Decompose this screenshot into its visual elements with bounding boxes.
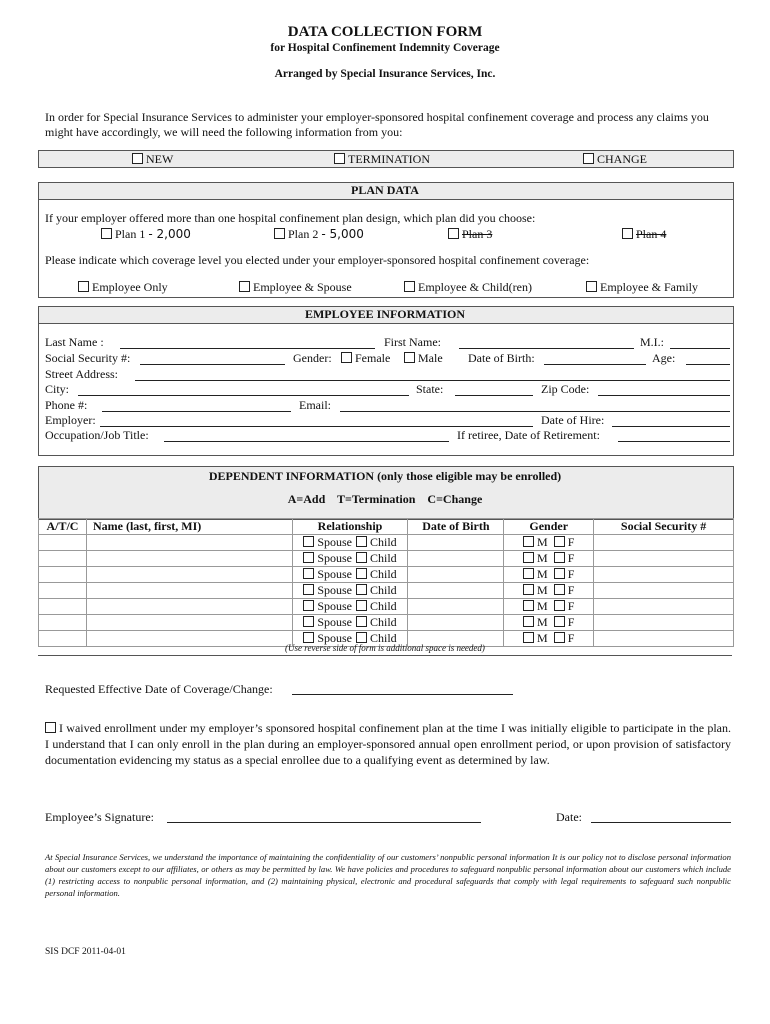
col-gender-header: Gender <box>504 519 594 535</box>
city-field[interactable] <box>78 395 409 396</box>
hire-date-label: Date of Hire: <box>541 413 605 427</box>
plan-4-checkbox[interactable] <box>622 228 633 239</box>
plan-2-option[interactable]: Plan 2 - 5,000 <box>274 227 364 242</box>
arranged-by: Arranged by Special Insurance Services, Inc. <box>274 68 496 80</box>
gender-cell <box>504 615 594 631</box>
gender-m-label: M <box>537 599 548 613</box>
action-new[interactable]: NEW <box>132 152 173 167</box>
dependent-table <box>38 518 734 647</box>
first-name-field[interactable] <box>459 348 634 349</box>
form-title: DATA COLLECTION FORM <box>287 24 483 40</box>
dob-cell[interactable] <box>408 599 504 615</box>
hire-date-field[interactable] <box>612 426 730 427</box>
name-cell[interactable] <box>86 583 292 599</box>
atc-cell[interactable] <box>39 599 87 615</box>
ssn-cell[interactable] <box>594 567 734 583</box>
form-subtitle: for Hospital Confinement Indemnity Coverage <box>270 42 500 54</box>
child-checkbox[interactable] <box>356 632 367 643</box>
gender-m-label: M <box>537 551 548 565</box>
child-label: Child <box>370 535 397 549</box>
phone-field[interactable] <box>102 411 291 412</box>
gender-f-checkbox[interactable] <box>554 584 565 595</box>
name-cell[interactable] <box>86 615 292 631</box>
dependent-codes: A=Add T=Termination C=Change <box>287 492 483 506</box>
gender-f-checkbox[interactable] <box>554 552 565 563</box>
dependent-note: (Use reverse side of form is additional space is needed) <box>285 643 485 653</box>
spouse-label: Spouse <box>317 567 352 581</box>
plan-3-checkbox[interactable] <box>448 228 459 239</box>
new-checkbox[interactable] <box>132 153 143 164</box>
state-label: State: <box>416 382 444 396</box>
plan-2-checkbox[interactable] <box>274 228 285 239</box>
last-name-field[interactable] <box>120 348 375 349</box>
retirement-field[interactable] <box>618 441 730 442</box>
dob-cell[interactable] <box>408 535 504 551</box>
ssn-cell[interactable] <box>594 583 734 599</box>
coverage-employee-family[interactable]: Employee & Family <box>586 280 698 295</box>
waiver-text: I waived enrollment under my employer’s sponsored hospital confinement plan at the time I was initially eligible to participate in the plan. I understand that I can only enroll in the plan during an employer-sponsored annual open enrollment period, or upon provision of satisfactory documentation evidencing my status as a special enrollee due to a qualifying event as determined by law. <box>45 721 731 767</box>
col-atc-header: A/T/C <box>39 519 87 535</box>
employee-only-checkbox[interactable] <box>78 281 89 292</box>
action-termination[interactable]: TERMINATION <box>334 152 430 167</box>
gender-f-label: F <box>567 615 575 629</box>
child-checkbox[interactable] <box>356 536 367 547</box>
relationship-cell <box>292 551 408 567</box>
spouse-checkbox[interactable] <box>303 632 314 643</box>
age-label: Age: <box>652 351 676 365</box>
signature-label: Employee’s Signature: <box>45 810 154 824</box>
gender-f-checkbox[interactable] <box>554 632 565 643</box>
termination-checkbox[interactable] <box>334 153 345 164</box>
gender-m-checkbox[interactable] <box>523 536 534 547</box>
dob-cell[interactable] <box>408 551 504 567</box>
change-checkbox[interactable] <box>583 153 594 164</box>
gender-male-option[interactable]: Male <box>404 351 443 366</box>
child-checkbox[interactable] <box>356 568 367 579</box>
gender-f-label: F <box>567 535 575 549</box>
plan-1-checkbox[interactable] <box>101 228 112 239</box>
col-name-header: Name (last, first, MI) <box>86 519 292 535</box>
date-field[interactable] <box>591 822 731 823</box>
gender-m-checkbox[interactable] <box>523 616 534 627</box>
zip-field[interactable] <box>598 395 730 396</box>
ssn-cell[interactable] <box>594 599 734 615</box>
street-label: Street Address: <box>45 367 118 381</box>
child-label: Child <box>370 631 397 645</box>
spouse-checkbox[interactable] <box>303 616 314 627</box>
dob-cell[interactable] <box>408 615 504 631</box>
effective-date-field[interactable] <box>292 694 513 695</box>
coverage-employee-children[interactable]: Employee & Child(ren) <box>404 280 532 295</box>
gender-f-checkbox[interactable] <box>554 616 565 627</box>
table-row <box>39 599 734 615</box>
mi-field[interactable] <box>670 348 730 349</box>
name-cell[interactable] <box>86 599 292 615</box>
mi-label: M.I.: <box>640 335 664 349</box>
plan-data-header: PLAN DATA <box>351 183 419 197</box>
ssn-cell[interactable] <box>594 615 734 631</box>
female-checkbox[interactable] <box>341 352 352 363</box>
waiver-statement <box>45 720 731 768</box>
spouse-checkbox[interactable] <box>303 568 314 579</box>
employee-children-checkbox[interactable] <box>404 281 415 292</box>
atc-cell[interactable] <box>39 535 87 551</box>
child-label: Child <box>370 567 397 581</box>
gender-m-label: M <box>537 583 548 597</box>
child-label: Child <box>370 583 397 597</box>
city-label: City: <box>45 382 70 396</box>
signature-field[interactable] <box>167 822 481 823</box>
gender-f-label: F <box>567 631 575 645</box>
table-row <box>39 551 734 567</box>
phone-label: Phone #: <box>45 398 88 412</box>
dob-cell[interactable] <box>408 583 504 599</box>
employee-spouse-checkbox[interactable] <box>239 281 250 292</box>
employee-info-header: EMPLOYEE INFORMATION <box>304 307 466 321</box>
gender-cell <box>504 551 594 567</box>
gender-m-label: M <box>537 567 548 581</box>
child-label: Child <box>370 599 397 613</box>
gender-m-checkbox[interactable] <box>523 568 534 579</box>
gender-cell <box>504 583 594 599</box>
spouse-label: Spouse <box>317 615 352 629</box>
table-row <box>39 567 734 583</box>
plan-4-option[interactable]: Plan 4 <box>622 227 666 242</box>
gender-f-label: F <box>567 551 575 565</box>
gender-f-checkbox[interactable] <box>554 536 565 547</box>
atc-cell[interactable] <box>39 615 87 631</box>
gender-m-label: M <box>537 615 548 629</box>
table-row <box>39 615 734 631</box>
street-field[interactable] <box>135 380 730 381</box>
gender-label: Gender: <box>293 351 332 365</box>
gender-f-checkbox[interactable] <box>554 600 565 611</box>
child-label: Child <box>370 551 397 565</box>
form-id: SIS DCF 2011-04-01 <box>45 947 126 957</box>
ssn-cell[interactable] <box>594 551 734 567</box>
dob-cell[interactable] <box>408 567 504 583</box>
employer-label: Employer: <box>45 413 96 427</box>
gender-f-label: F <box>567 583 575 597</box>
spouse-label: Spouse <box>317 631 352 645</box>
gender-m-checkbox[interactable] <box>523 584 534 595</box>
name-cell[interactable] <box>86 535 292 551</box>
coverage-employee-only[interactable]: Employee Only <box>78 280 168 295</box>
gender-m-checkbox[interactable] <box>523 552 534 563</box>
spouse-label: Spouse <box>317 535 352 549</box>
child-checkbox[interactable] <box>356 616 367 627</box>
last-name-label: Last Name : <box>45 335 104 349</box>
dob-field[interactable] <box>544 364 646 365</box>
gender-f-label: F <box>567 567 575 581</box>
col-dob-header: Date of Birth <box>408 519 504 535</box>
coverage-question: Please indicate which coverage level you elected under your employer-sponsored hospital confinement coverage: <box>45 253 590 267</box>
privacy-notice: At Special Insurance Services, we understand the importance of maintaining the confidentiality of our customers’ nonpublic personal information It is our policy not to disclose personal information about our customers except to our affiliates, or others as may be permitted by law. We have policies and procedures to safeguard nonpublic personal information about our customers which include (1) restricting access to nonpublic personal information, and (2) maintaining physical, electronic and procedural safeguards that comply with legal requirements to safeguard such nonpublic personal information. <box>45 852 731 898</box>
first-name-label: First Name: <box>384 335 441 349</box>
email-label: Email: <box>299 398 331 412</box>
name-cell[interactable] <box>86 567 292 583</box>
date-label: Date: <box>556 810 582 824</box>
gender-f-checkbox[interactable] <box>554 568 565 579</box>
col-ssn-header: Social Security # <box>594 519 734 535</box>
gender-m-label: M <box>537 631 548 645</box>
waiver-checkbox[interactable] <box>45 722 56 733</box>
gender-cell <box>504 599 594 615</box>
spouse-label: Spouse <box>317 551 352 565</box>
spouse-checkbox[interactable] <box>303 552 314 563</box>
dependent-header: DEPENDENT INFORMATION (only those eligible may be enrolled) <box>208 469 562 483</box>
gender-female-option[interactable]: Female <box>341 351 390 366</box>
ssn-label: Social Security #: <box>45 351 131 365</box>
gender-f-label: F <box>567 599 575 613</box>
spouse-checkbox[interactable] <box>303 584 314 595</box>
age-field[interactable] <box>686 364 730 365</box>
relationship-cell <box>292 567 408 583</box>
gender-cell <box>504 567 594 583</box>
spouse-label: Spouse <box>317 599 352 613</box>
ssn-cell[interactable] <box>594 535 734 551</box>
dependent-table-header-row <box>39 519 734 535</box>
employer-field[interactable] <box>100 426 533 427</box>
atc-cell[interactable] <box>39 551 87 567</box>
plan-3-option[interactable]: Plan 3 <box>448 227 492 242</box>
action-change[interactable]: CHANGE <box>583 152 647 167</box>
spouse-label: Spouse <box>317 583 352 597</box>
relationship-cell <box>292 535 408 551</box>
relationship-cell <box>292 583 408 599</box>
relationship-cell <box>292 615 408 631</box>
gender-cell <box>504 535 594 551</box>
spouse-checkbox[interactable] <box>303 536 314 547</box>
relationship-cell <box>292 599 408 615</box>
atc-cell[interactable] <box>39 583 87 599</box>
child-checkbox[interactable] <box>356 600 367 611</box>
retirement-label: If retiree, Date of Retirement: <box>457 428 600 442</box>
employee-family-checkbox[interactable] <box>586 281 597 292</box>
dependent-bottom-rule <box>38 655 732 656</box>
table-row <box>39 535 734 551</box>
email-field[interactable] <box>340 411 730 412</box>
spouse-checkbox[interactable] <box>303 600 314 611</box>
atc-cell[interactable] <box>39 567 87 583</box>
gender-m-checkbox[interactable] <box>523 600 534 611</box>
gender-m-checkbox[interactable] <box>523 632 534 643</box>
table-row <box>39 583 734 599</box>
dob-label: Date of Birth: <box>468 351 535 365</box>
child-checkbox[interactable] <box>356 584 367 595</box>
occupation-label: Occupation/Job Title: <box>45 428 149 442</box>
gender-m-label: M <box>537 535 548 549</box>
ssn-field[interactable] <box>140 364 285 365</box>
col-relationship-header: Relationship <box>292 519 408 535</box>
male-checkbox[interactable] <box>404 352 415 363</box>
intro-text: In order for Special Insurance Services to administer your employer-sponsored hospital confinement coverage and process any claims you might have accordingly, we will need the following information from you: <box>45 110 709 139</box>
plan-1-option[interactable]: Plan 1 - 2,000 <box>101 227 191 242</box>
child-label: Child <box>370 615 397 629</box>
state-field[interactable] <box>455 395 533 396</box>
child-checkbox[interactable] <box>356 552 367 563</box>
occupation-field[interactable] <box>164 441 449 442</box>
coverage-employee-spouse[interactable]: Employee & Spouse <box>239 280 352 295</box>
zip-label: Zip Code: <box>541 382 590 396</box>
name-cell[interactable] <box>86 551 292 567</box>
effective-date-label: Requested Effective Date of Coverage/Change: <box>45 682 273 696</box>
plan-question: If your employer offered more than one hospital confinement plan design, which plan did you choose: <box>45 211 536 225</box>
